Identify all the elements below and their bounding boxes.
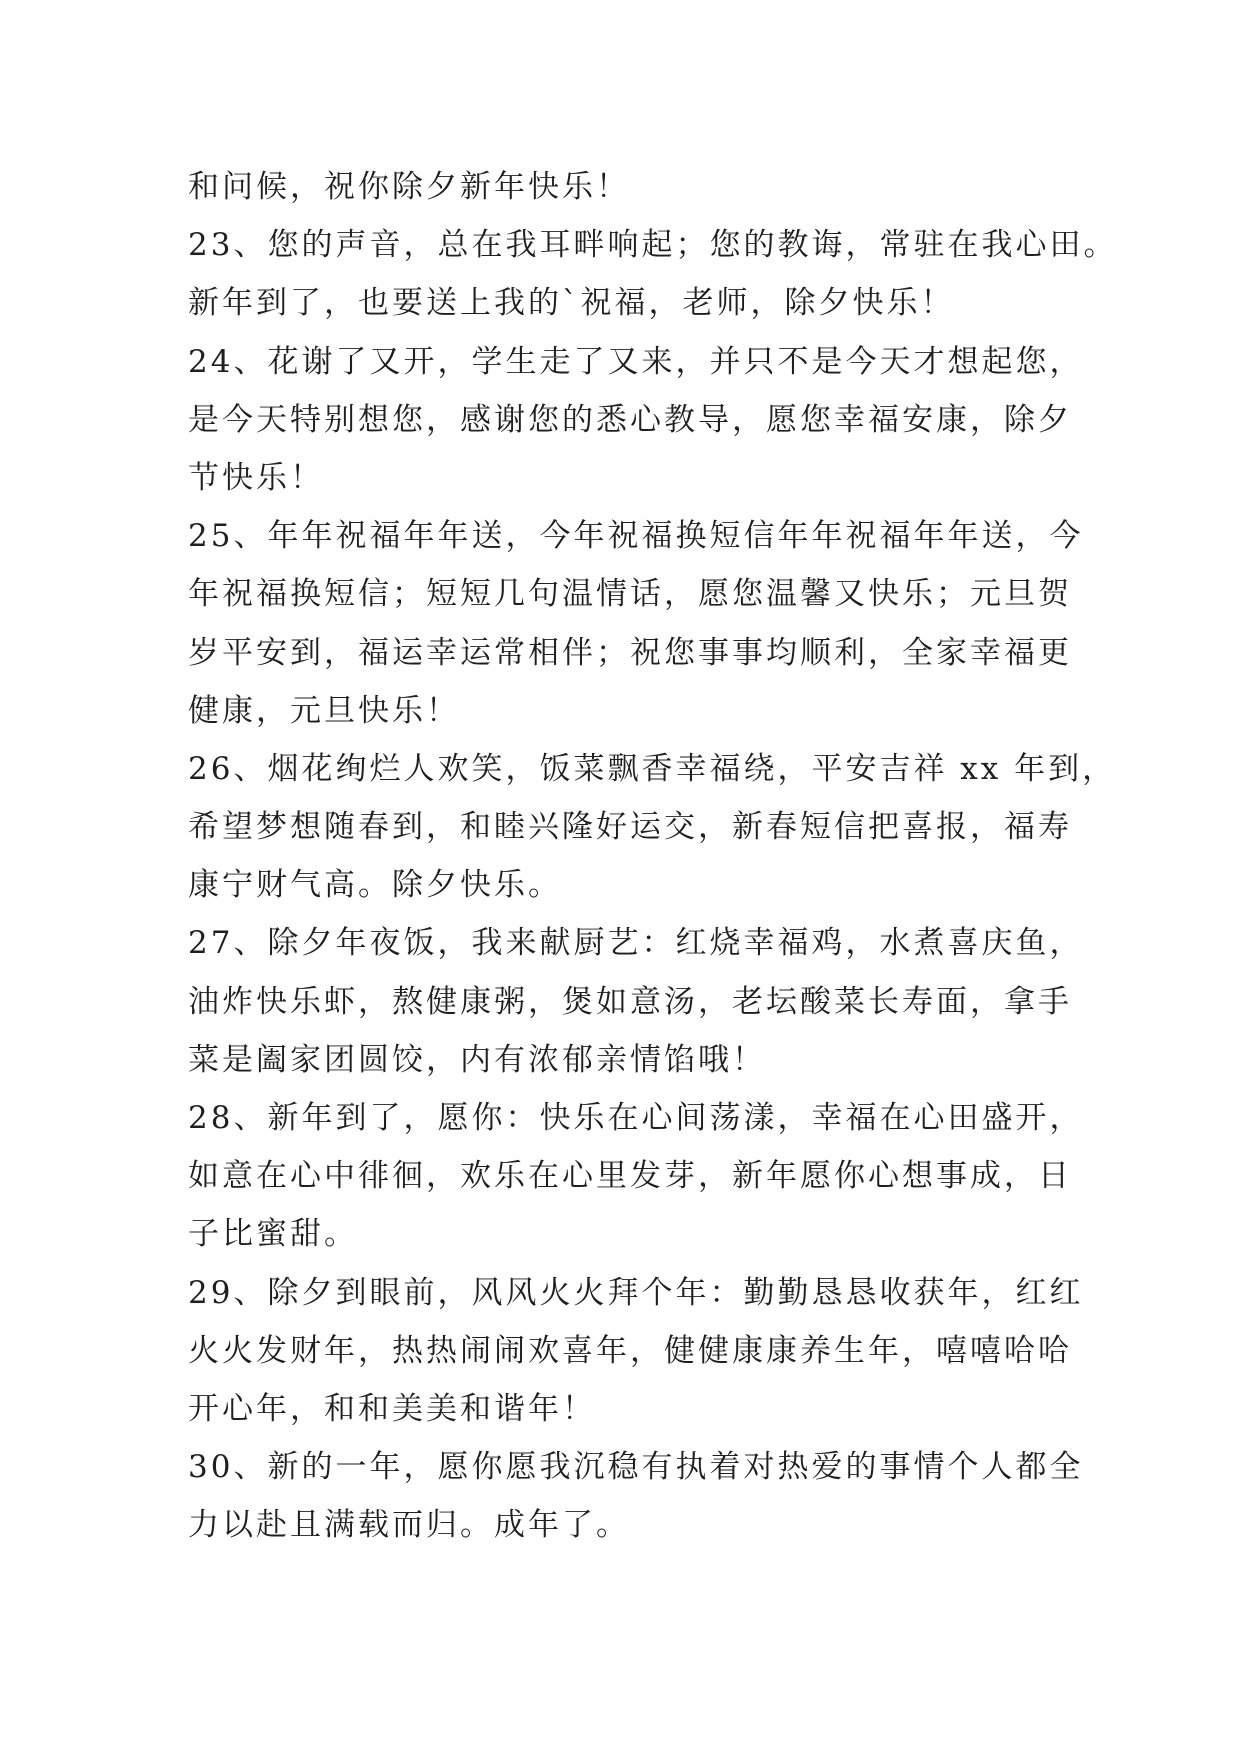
text-line-16: 菜是阖家团圆饺，内有浓郁亲情馅哦！ [188, 1041, 766, 1078]
text-line-12: 希望梦想随春到，和睦兴隆好运交，新春短信把喜报，福寿 [188, 809, 1072, 846]
text-line-20: 29、除夕到眼前，风风火火拜个年：勤勤恳恳收获年，红红 [188, 1274, 1084, 1311]
text-line-10: 健康，元旦快乐！ [188, 692, 460, 729]
text-line-19: 子比蜜甜。 [188, 1216, 358, 1253]
text-line-15: 油炸快乐虾，熬健康粥，煲如意汤，老坛酸菜长寿面，拿手 [188, 983, 1072, 1020]
text-line-18: 如意在心中徘徊，欢乐在心里发芽，新年愿你心想事成，日 [188, 1158, 1072, 1195]
text-line-14: 27、除夕年夜饭，我来献厨艺：红烧幸福鸡，水煮喜庆鱼， [188, 925, 1084, 962]
document-body [188, 158, 1118, 1555]
text-line-2: 23、您的声音，总在我耳畔响起；您的教诲，常驻在我心田。 [188, 227, 1118, 264]
text-line-5: 是今天特别想您，感谢您的悉心教导，愿您幸福安康，除夕 [188, 401, 1072, 438]
text-line-17: 28、新年到了，愿你：快乐在心间荡漾，幸福在心田盛开， [188, 1100, 1084, 1136]
text-line-24: 力以赴且满载而归。成年了。 [188, 1507, 630, 1544]
text-line-3: 新年到了，也要送上我的`祝福，老师，除夕快乐！ [188, 285, 955, 322]
text-line-22: 开心年，和和美美和谐年！ [188, 1390, 596, 1427]
text-line-9: 岁平安到，福运幸运常相伴；祝您事事均顺利，全家幸福更 [188, 634, 1072, 671]
text-line-11: 26、烟花绚烂人欢笑，饭菜飘香幸福绕，平安吉祥 xx 年到， [188, 750, 1117, 787]
text-line-21: 火火发财年，热热闹闹欢喜年，健健康康养生年，嘻嘻哈哈 [188, 1332, 1072, 1369]
text-line-6: 节快乐！ [188, 459, 324, 496]
text-line-23: 30、新的一年，愿你愿我沉稳有执着对热爱的事情个人都全 [188, 1449, 1084, 1486]
text-line-8: 年祝福换短信；短短几句温情话，愿您温馨又快乐；元旦贺 [188, 576, 1072, 613]
text-line-1: 和问候，祝你除夕新年快乐！ [188, 169, 630, 205]
text-line-13: 康宁财气高。除夕快乐。 [188, 867, 562, 904]
text-line-4: 24、花谢了又开，学生走了又来，并只不是今天才想起您， [188, 343, 1084, 380]
text-line-7: 25、年年祝福年年送，今年祝福换短信年年祝福年年送，今 [188, 518, 1084, 555]
